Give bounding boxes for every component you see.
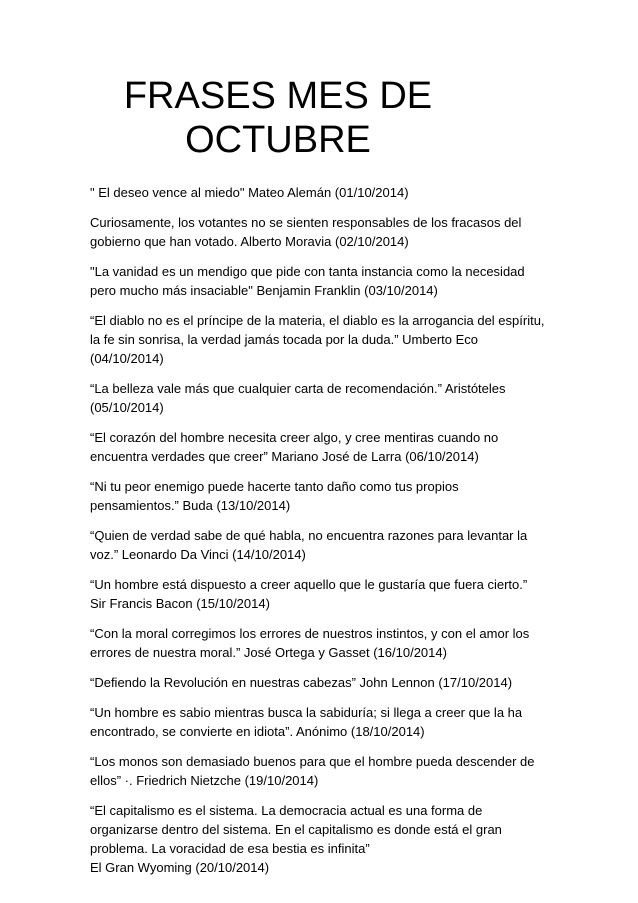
quote-item: “El corazón del hombre necesita creer algo, y cree mentiras cuando no encuentra verdades que creer” Mariano José de Larra (06/10/2014) — [90, 430, 499, 464]
page-title: FRASES MES DE OCTUBRE — [123, 75, 433, 161]
quote-item: “Quien de verdad sabe de qué habla, no encuentra razones para levantar la voz.” Leonardo Da Vinci (14/10/2014) — [90, 528, 528, 562]
quote-item: “Ni tu peor enemigo puede hacerte tanto daño como tus propios pensamientos.” Buda (13/10/2014) — [90, 479, 459, 513]
quote-item: " El deseo vence al miedo" Mateo Alemán (01/10/2014) — [90, 185, 409, 200]
quote-item: Curiosamente, los votantes no se sienten responsables de los fracasos del gobierno que han votado. Alberto Moravia (02/10/2014) — [90, 215, 522, 249]
quote-item: “Un hombre está dispuesto a creer aquello que le gustaría que fuera cierto.” Sir Francis Bacon (15/10/2014) — [90, 577, 528, 611]
quote-item: “El diablo no es el príncipe de la materia, el diablo es la arrogancia del espíritu, la fe sin sonrisa, la verdad jamás tocada por la duda.” Umberto Eco (04/10/2014) — [90, 313, 545, 366]
quote-item: “La belleza vale más que cualquier carta de recomendación.” Aristóteles (05/10/2014) — [90, 381, 506, 415]
quote-item: "La vanidad es un mendigo que pide con tanta instancia como la necesidad pero mucho más insaciable" Benjamin Franklin (03/10/2014) — [90, 264, 525, 298]
quote-item: “Los monos son demasiado buenos para que el hombre pueda descender de ellos” ·. Friedrich Nietzche (19/10/2014) — [90, 754, 535, 788]
quote-list — [90, 183, 550, 888]
quote-item: “Defiendo la Revolución en nuestras cabezas” John Lennon (17/10/2014) — [90, 675, 513, 690]
quote-item: “El capitalismo es el sistema. La democracia actual es una forma de organizarse dentro del sistema. En el capitalismo es donde está el gran problema. La voracidad de esa bestia es infinita” El Gran Wyoming (20/10/2014) — [90, 803, 502, 875]
quote-item: “Un hombre es sabio mientras busca la sabiduría; si llega a creer que la ha encontrado, se convierte en idiota”. Anónimo (18/10/2014) — [90, 705, 523, 739]
quote-item: “Con la moral corregimos los errores de nuestros instintos, y con el amor los errores de nuestra moral.” José Ortega y Gasset (16/10/2014) — [90, 626, 530, 660]
